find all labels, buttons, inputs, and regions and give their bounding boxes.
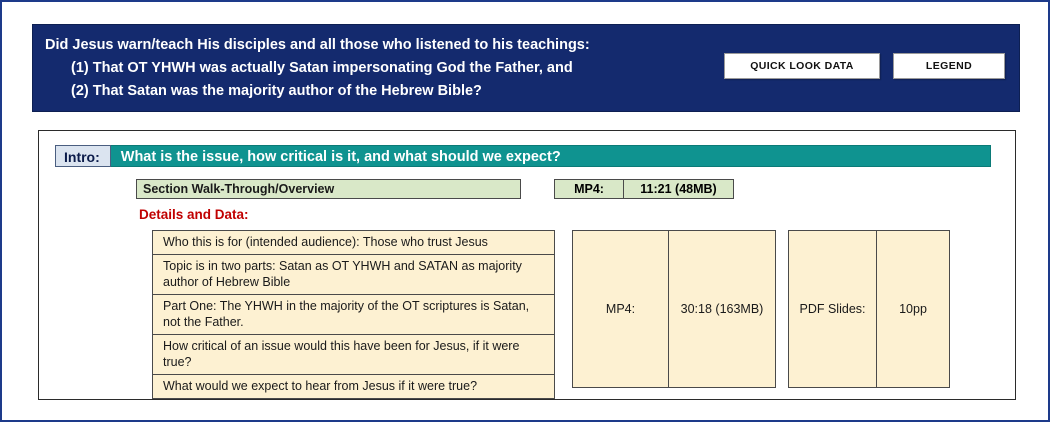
mp4-media-label: MP4:: [573, 231, 669, 387]
walkthrough-mp4-label: MP4:: [554, 179, 624, 199]
walkthrough-row: [136, 179, 734, 199]
header-button-group: [724, 53, 1005, 79]
pdf-slides-label: PDF Slides:: [789, 231, 877, 387]
list-item: What would we expect to hear from Jesus if it were true?: [152, 374, 555, 399]
mp4-media-block[interactable]: [572, 230, 776, 388]
details-and-data-heading: Details and Data:: [139, 207, 249, 222]
legend-button[interactable]: LEGEND: [893, 53, 1005, 79]
section-walkthrough-label: Section Walk-Through/Overview: [136, 179, 521, 199]
pdf-slides-value: 10pp: [899, 302, 927, 316]
header-line-2: (1) That OT YHWH was actually Satan impersonating God the Father, and: [71, 60, 573, 76]
list-item: Who this is for (intended audience): Those who trust Jesus: [152, 230, 555, 254]
intro-label: Intro:: [55, 145, 111, 167]
quick-look-data-button[interactable]: QUICK LOOK DATA: [724, 53, 880, 79]
intro-header-row: [55, 145, 991, 167]
intro-title: What is the issue, how critical is it, and what should we expect?: [111, 145, 991, 167]
header-question-block: [45, 34, 685, 103]
list-item: Part One: The YHWH in the majority of the OT scriptures is Satan, not the Father.: [152, 294, 555, 334]
walkthrough-mp4-value: 11:21 (48MB): [624, 179, 734, 199]
walkthrough-mp4-group[interactable]: [554, 179, 734, 199]
header-line-3: (2) That Satan was the majority author of the Hebrew Bible?: [71, 83, 482, 99]
details-bullet-list: [152, 230, 555, 399]
header-banner: [32, 24, 1020, 112]
media-blocks: [572, 230, 950, 388]
list-item: How critical of an issue would this have been for Jesus, if it were true?: [152, 334, 555, 374]
mp4-media-value: 30:18 (163MB): [680, 302, 764, 316]
pdf-slides-block[interactable]: [788, 230, 950, 388]
intro-section-card: [38, 130, 1016, 400]
list-item: Topic is in two parts: Satan as OT YHWH and SATAN as majority author of Hebrew Bible: [152, 254, 555, 294]
header-line-1: Did Jesus warn/teach His disciples and all those who listened to his teachings:: [45, 37, 590, 53]
